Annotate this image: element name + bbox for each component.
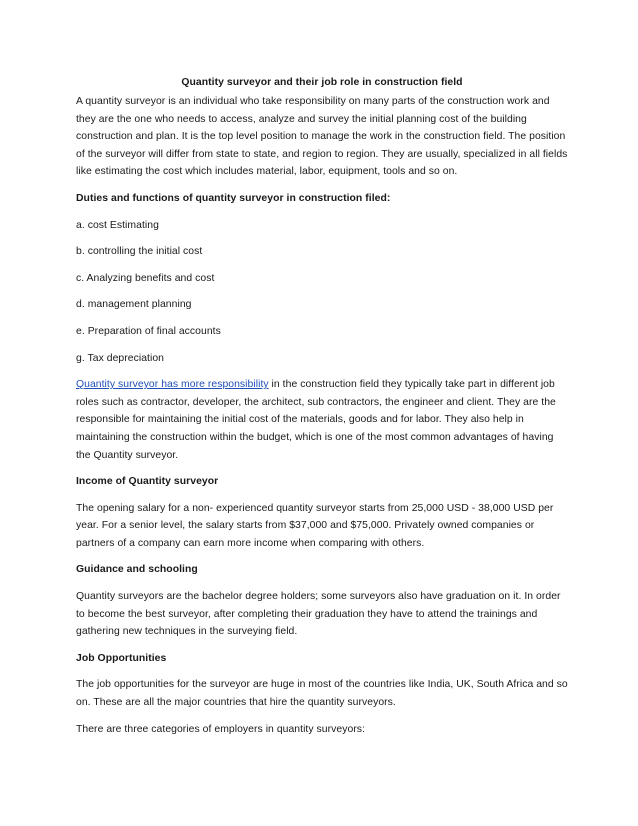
guidance-paragraph: Quantity surveyors are the bachelor degree holders; some surveyors also have graduation on it. In order to become the best surveyor, after completing their graduation they have to attend the trainings and gathering new techniques in the surveying field.	[76, 591, 561, 638]
document-title: Quantity surveyor and their job role in construction field	[181, 77, 463, 88]
duty-item-d: d. management planning	[76, 299, 192, 311]
document-page	[76, 74, 568, 747]
duty-item-e: e. Preparation of final accounts	[76, 325, 221, 337]
responsibility-link[interactable]: Quantity surveyor has more responsibility	[76, 379, 269, 391]
duties-heading: Duties and functions of quantity surveyor in construction filed:	[76, 192, 391, 204]
duty-item-c: c. Analyzing benefits and cost	[76, 272, 215, 284]
income-paragraph: The opening salary for a non- experienced quantity surveyor starts from 25,000 USD - 38,000 USD per year. For a senior level, the salary starts from $37,000 and $75,000. Privately owned companies or partners of a company can earn more income when comparing with others.	[76, 502, 554, 549]
jobs-paragraph: The job opportunities for the surveyor are huge in most of the countries like India, UK, South Africa and so on. These are all the major countries that hire the quantity surveyors.	[76, 679, 568, 709]
guidance-heading: Guidance and schooling	[76, 564, 198, 576]
employers-paragraph: There are three categories of employers in quantity surveyors:	[76, 723, 365, 735]
jobs-heading: Job Opportunities	[76, 652, 167, 664]
duty-item-g: g. Tax depreciation	[76, 352, 164, 364]
responsibility-text: in the construction field they typically take part in different job roles such as contractor, developer, the architect, sub contractors, the engineer and client. They are the responsible for maintaining the initial cost of the materials, goods and for labor. They also help in maintaining the construction within the budget, which is one of the most common advantages of having the Quantity surveyor.	[76, 379, 556, 461]
responsibility-paragraph	[76, 376, 568, 464]
intro-paragraph: A quantity surveyor is an individual who take responsibility on many parts of the construction work and they are the one who needs to access, analyze and survey the initial planning cost of the building construction and plan. It is the top level position to manage the work in the construction field. The position of the surveyor will differ from state to state, and region to region. They are usually, specialized in all fields like estimating the cost which includes material, labor, equipment, tools and so on.	[76, 96, 568, 178]
income-heading: Income of Quantity surveyor	[76, 476, 219, 488]
duty-item-b: b. controlling the initial cost	[76, 246, 203, 258]
duty-item-a: a. cost Estimating	[76, 219, 159, 231]
